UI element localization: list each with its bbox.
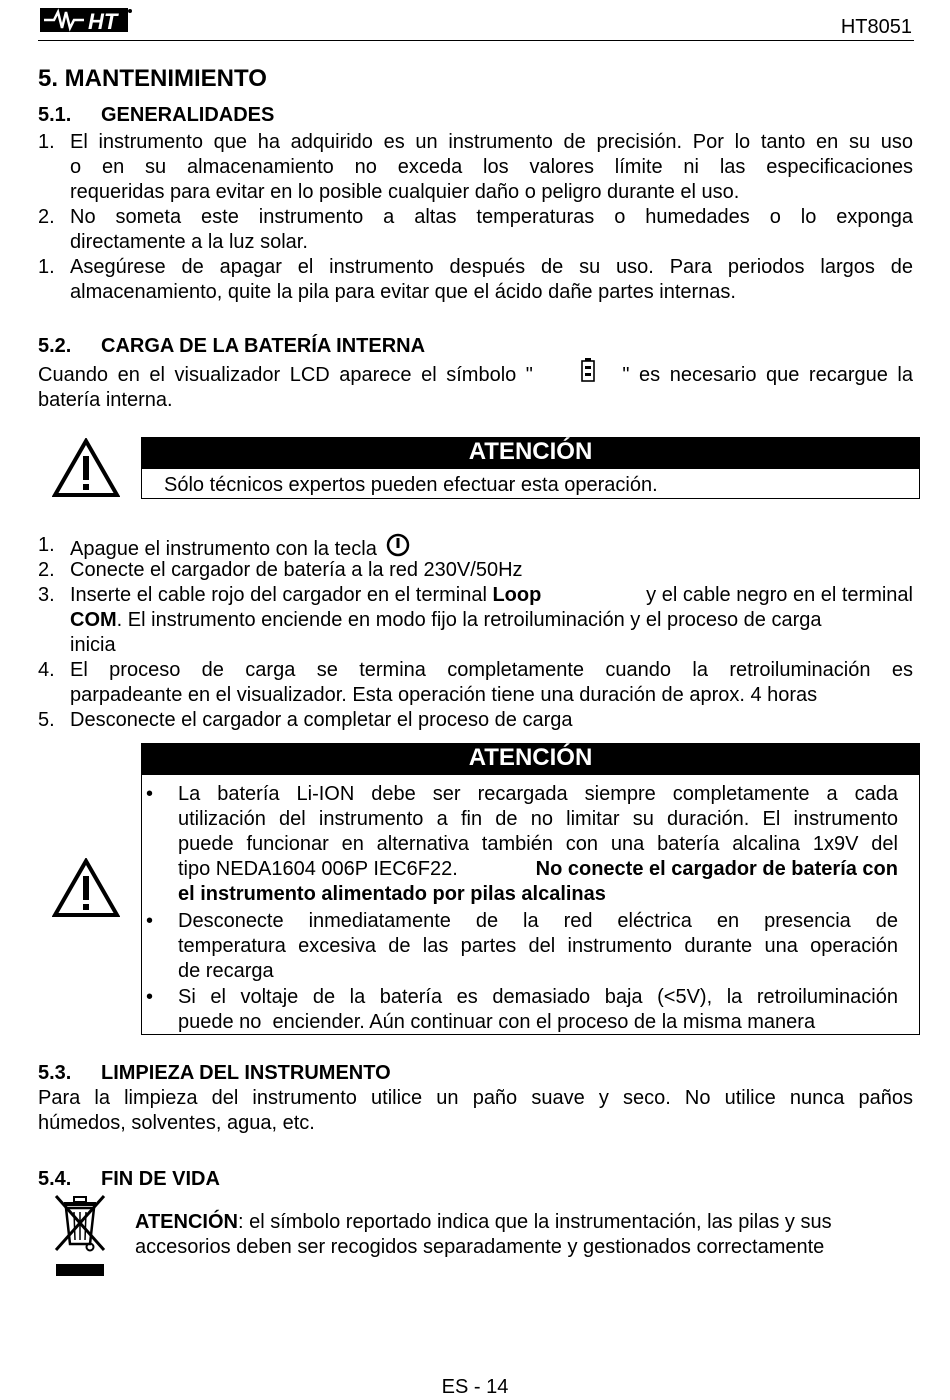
model-label: HT8051	[840, 16, 912, 38]
w2-b1-line4	[178, 857, 898, 882]
s54-line1	[135, 1210, 913, 1235]
step5-num: 5.	[38, 709, 55, 731]
w2-b1-line2: utilización del instrumento a fin de no limitar su duración. El instrumento	[178, 808, 898, 830]
s51-num: 5.1.	[38, 104, 72, 126]
step4-num: 4.	[38, 659, 55, 681]
weee-crossed-bin-icon	[50, 1192, 110, 1280]
step3-com: COM	[70, 609, 117, 631]
step3-loop: Loop	[492, 584, 542, 606]
step2-num: 2.	[38, 559, 55, 581]
header-rule	[38, 40, 914, 41]
s51-title: GENERALIDADES	[101, 104, 275, 126]
step4-line1: El proceso de carga se termina completamente cuando la retroiluminación es	[70, 659, 913, 681]
w2-b1-l4-bold: No conecte el cargador de batería con	[535, 858, 898, 880]
w2-b2-line2: temperatura excesiva de las partes del instrumento durante una operación	[178, 935, 898, 957]
w2-b1-line1: La batería Li-ION debe ser recargada siempre completamente a cada	[178, 783, 898, 805]
warning-triangle-icon	[52, 858, 120, 918]
warning1-text: Sólo técnicos expertos pueden efectuar esta operación.	[164, 474, 658, 496]
s51-item1-line2: o en su almacenamiento no exceda los valores límite ni las especificaciones	[70, 156, 913, 178]
s54-line2: accesorios deben ser recogidos separadamente y gestionados correctamente	[135, 1236, 825, 1258]
w2-b3-line2: puede no enciender. Aún continuar con el proceso de la misma manera	[178, 1011, 816, 1033]
s54-bold: ATENCIÓN	[135, 1211, 238, 1233]
s54-line1-rest: : el símbolo reportado indica que la instrumentación, las pilas y sus	[237, 1211, 832, 1233]
step3-l1b: y el cable negro en el terminal	[640, 584, 913, 606]
s51-item3-line1: Asegúrese de apagar el instrumento después de su uso. Para periodos largos de	[70, 256, 913, 278]
s51-item1-line3: requeridas para evitar en lo posible cualquier daño o peligro durante el uso.	[70, 181, 740, 203]
step3-line3: inicia	[70, 634, 116, 656]
section-title: 5. MANTENIMIENTO	[38, 65, 267, 92]
s54-title: FIN DE VIDA	[101, 1168, 220, 1190]
s51-item2-line1: No someta este instrumento a altas temperaturas o humedades o lo exponga	[70, 206, 913, 228]
w2-b1-l4-normal: tipo NEDA1604 006P IEC6F22.	[178, 858, 464, 880]
s53-title: LIMPIEZA DEL INSTRUMENTO	[101, 1062, 391, 1084]
step3-line1	[70, 583, 913, 608]
s52-num: 5.2.	[38, 335, 72, 357]
w2-b2-line3: de recarga	[178, 960, 274, 982]
warning-triangle-icon	[52, 438, 120, 498]
logo-text: HT	[88, 9, 118, 34]
ht-logo	[40, 6, 132, 34]
s51-item1-num: 1.	[38, 131, 55, 153]
power-button-icon	[386, 533, 410, 557]
step4-line2: parpadeante en el visualizador. Esta operación tiene una duración de aprox. 4 horas	[70, 684, 818, 706]
s51-item2-num: 2.	[38, 206, 55, 228]
step5-text: Desconecte el cargador a completar el proceso de carga	[70, 709, 573, 731]
w2-b1-line3: puede funcionar en alternativa también con una batería alcalina 1x9V del	[178, 833, 898, 855]
step1-label: Apague el instrumento con la tecla	[70, 538, 377, 560]
page-number: ES - 14	[441, 1376, 509, 1398]
s54-num: 5.4.	[38, 1168, 72, 1190]
s52-title: CARGA DE LA BATERÍA INTERNA	[101, 335, 426, 357]
s51-item3-num: 1.	[38, 256, 55, 278]
s52-intro-line2: batería interna.	[38, 389, 173, 411]
warning2-title: ATENCIÓN	[141, 743, 920, 774]
w2-b1-line5	[178, 882, 606, 907]
s53-line1: Para la limpieza del instrumento utilice un paño suave y seco. No utilice nunca paños	[38, 1087, 913, 1109]
w2-b2-line1: Desconecte inmediatamente de la red eléctrica en presencia de	[178, 910, 898, 932]
step1-num: 1.	[38, 534, 55, 556]
s52-intro-line1	[38, 363, 913, 388]
s52-intro-part1: Cuando en el visualizador LCD aparece el símbolo "	[38, 364, 533, 386]
w2-b1-l5-bold: el instrumento alimentado por pilas alcalinas	[178, 883, 606, 905]
warning1-title: ATENCIÓN	[141, 437, 920, 468]
warning1-box	[141, 468, 920, 499]
s53-num: 5.3.	[38, 1062, 72, 1084]
step2-text: Conecte el cargador de batería a la red 230V/50Hz	[70, 559, 523, 581]
s53-line2: húmedos, solventes, agua, etc.	[38, 1112, 315, 1134]
step3-num: 3.	[38, 584, 55, 606]
s51-item1-line1: El instrumento que ha adquirido es un instrumento de precisión. Por lo tanto en su uso	[70, 131, 913, 153]
w2-b3-line1: Si el voltaje de la batería es demasiado baja (<5V), la retroiluminación	[178, 986, 898, 1008]
step3-l1a: Inserte el cable rojo del cargador en el terminal	[70, 584, 493, 606]
bullet-dot: •	[146, 783, 154, 805]
s51-item2-line2: directamente a la luz solar.	[70, 231, 308, 253]
step3-line2	[70, 608, 913, 633]
bullet-dot: •	[146, 910, 154, 932]
s52-intro-part2: " es necesario que recargue la	[622, 364, 913, 386]
step3-l2rest: . El instrumento enciende en modo fijo la retroiluminación y el proceso de carga	[116, 609, 822, 631]
bullet-dot: •	[146, 986, 154, 1008]
s51-item3-line2: almacenamiento, quite la pila para evitar que el ácido dañe partes internas.	[70, 281, 736, 303]
battery-icon	[580, 357, 596, 383]
